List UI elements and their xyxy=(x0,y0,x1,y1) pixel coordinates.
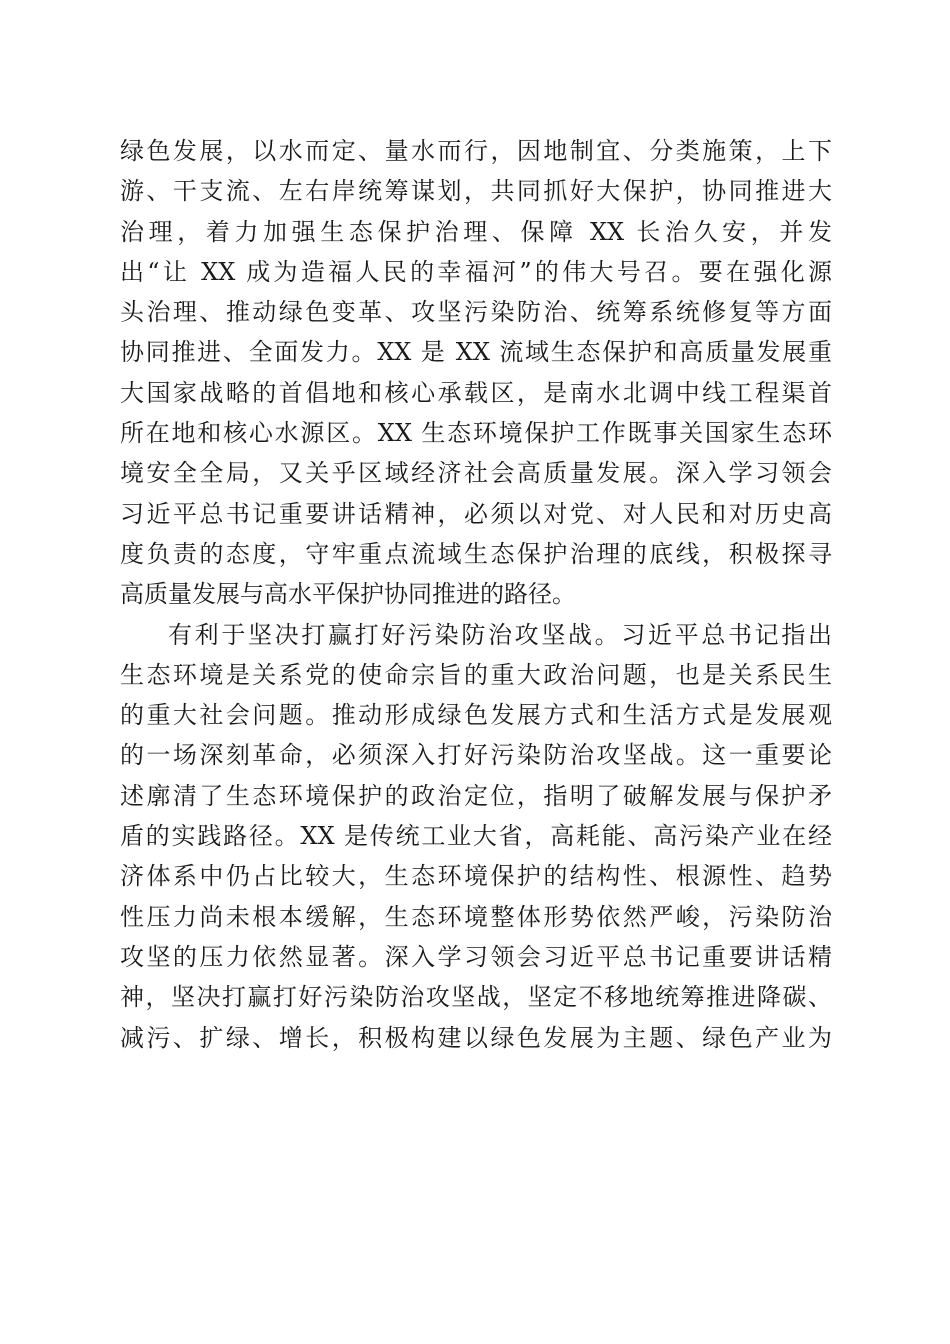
body-text xyxy=(120,131,832,1058)
text-line: 高质量发展与高水平保护协同推进的路径。 xyxy=(120,580,576,609)
text-line: 绿色发展，以水而定、量水而行，因地制宜、分类施策，上下 xyxy=(120,137,832,165)
text-line: 述廓清了生态环境保护的政治定位，指明了破解发展与保护矛 xyxy=(120,781,832,810)
text-line: 济体系中仍占比较大，生态环境保护的结构性、根源性、趋势 xyxy=(120,862,832,891)
text-line: 减污、扩绿、增长，积极构建以绿色发展为主题、绿色产业为 xyxy=(120,1023,832,1052)
text-line: 攻坚的压力依然显著。深入学习领会习近平总书记重要讲话精 xyxy=(120,942,832,971)
text-line: 的一场深刻革命，必须深入打好污染防治攻坚战。这一重要论 xyxy=(120,741,832,770)
text-line: 生态环境是关系党的使命宗旨的重大政治问题，也是关系民生 xyxy=(120,660,832,689)
text-line: 协同推进、全面发力。XX 是 XX 流域生态保护和高质量发展重 xyxy=(120,338,832,367)
text-line: 度负责的态度，守牢重点流域生态保护治理的底线，积极探寻 xyxy=(120,539,832,568)
text-line: 习近平总书记重要讲话精神，必须以对党、对人民和对历史高 xyxy=(120,499,832,528)
paragraph-1 xyxy=(120,131,832,615)
text-line: 盾的实践路径。XX 是传统工业大省，高耗能、高污染产业在经 xyxy=(120,822,832,851)
paragraph-2 xyxy=(120,615,832,1058)
text-line: 大国家战略的首倡地和核心承载区，是南水北调中线工程渠首 xyxy=(120,378,832,407)
text-line: 游、干支流、左右岸统筹谋划，共同抓好大保护，协同推进大 xyxy=(120,177,832,206)
text-line: 的重大社会问题。推动形成绿色发展方式和生活方式是发展观 xyxy=(120,701,832,730)
text-line: 有利于坚决打赢打好污染防治攻坚战。习近平总书记指出 xyxy=(168,620,832,649)
text-line: 神，坚决打赢打好污染防治攻坚战，坚定不移地统筹推进降碳、 xyxy=(120,983,832,1012)
text-line: 头治理、推动绿色变革、攻坚污染防治、统筹系统修复等方面 xyxy=(120,298,832,327)
text-line: 出“让 XX 成为造福人民的幸福河”的伟大号召。要在强化源 xyxy=(120,257,832,286)
text-line: 性压力尚未根本缓解，生态环境整体形势依然严峻，污染防治 xyxy=(120,902,832,931)
text-line: 境安全全局，又关乎区域经济社会高质量发展。深入学习领会 xyxy=(120,459,832,488)
text-line: 治理，着力加强生态保护治理、保障 XX 长治久安，并发 xyxy=(120,217,832,246)
text-line: 所在地和核心水源区。XX 生态环境保护工作既事关国家生态环 xyxy=(120,419,832,448)
